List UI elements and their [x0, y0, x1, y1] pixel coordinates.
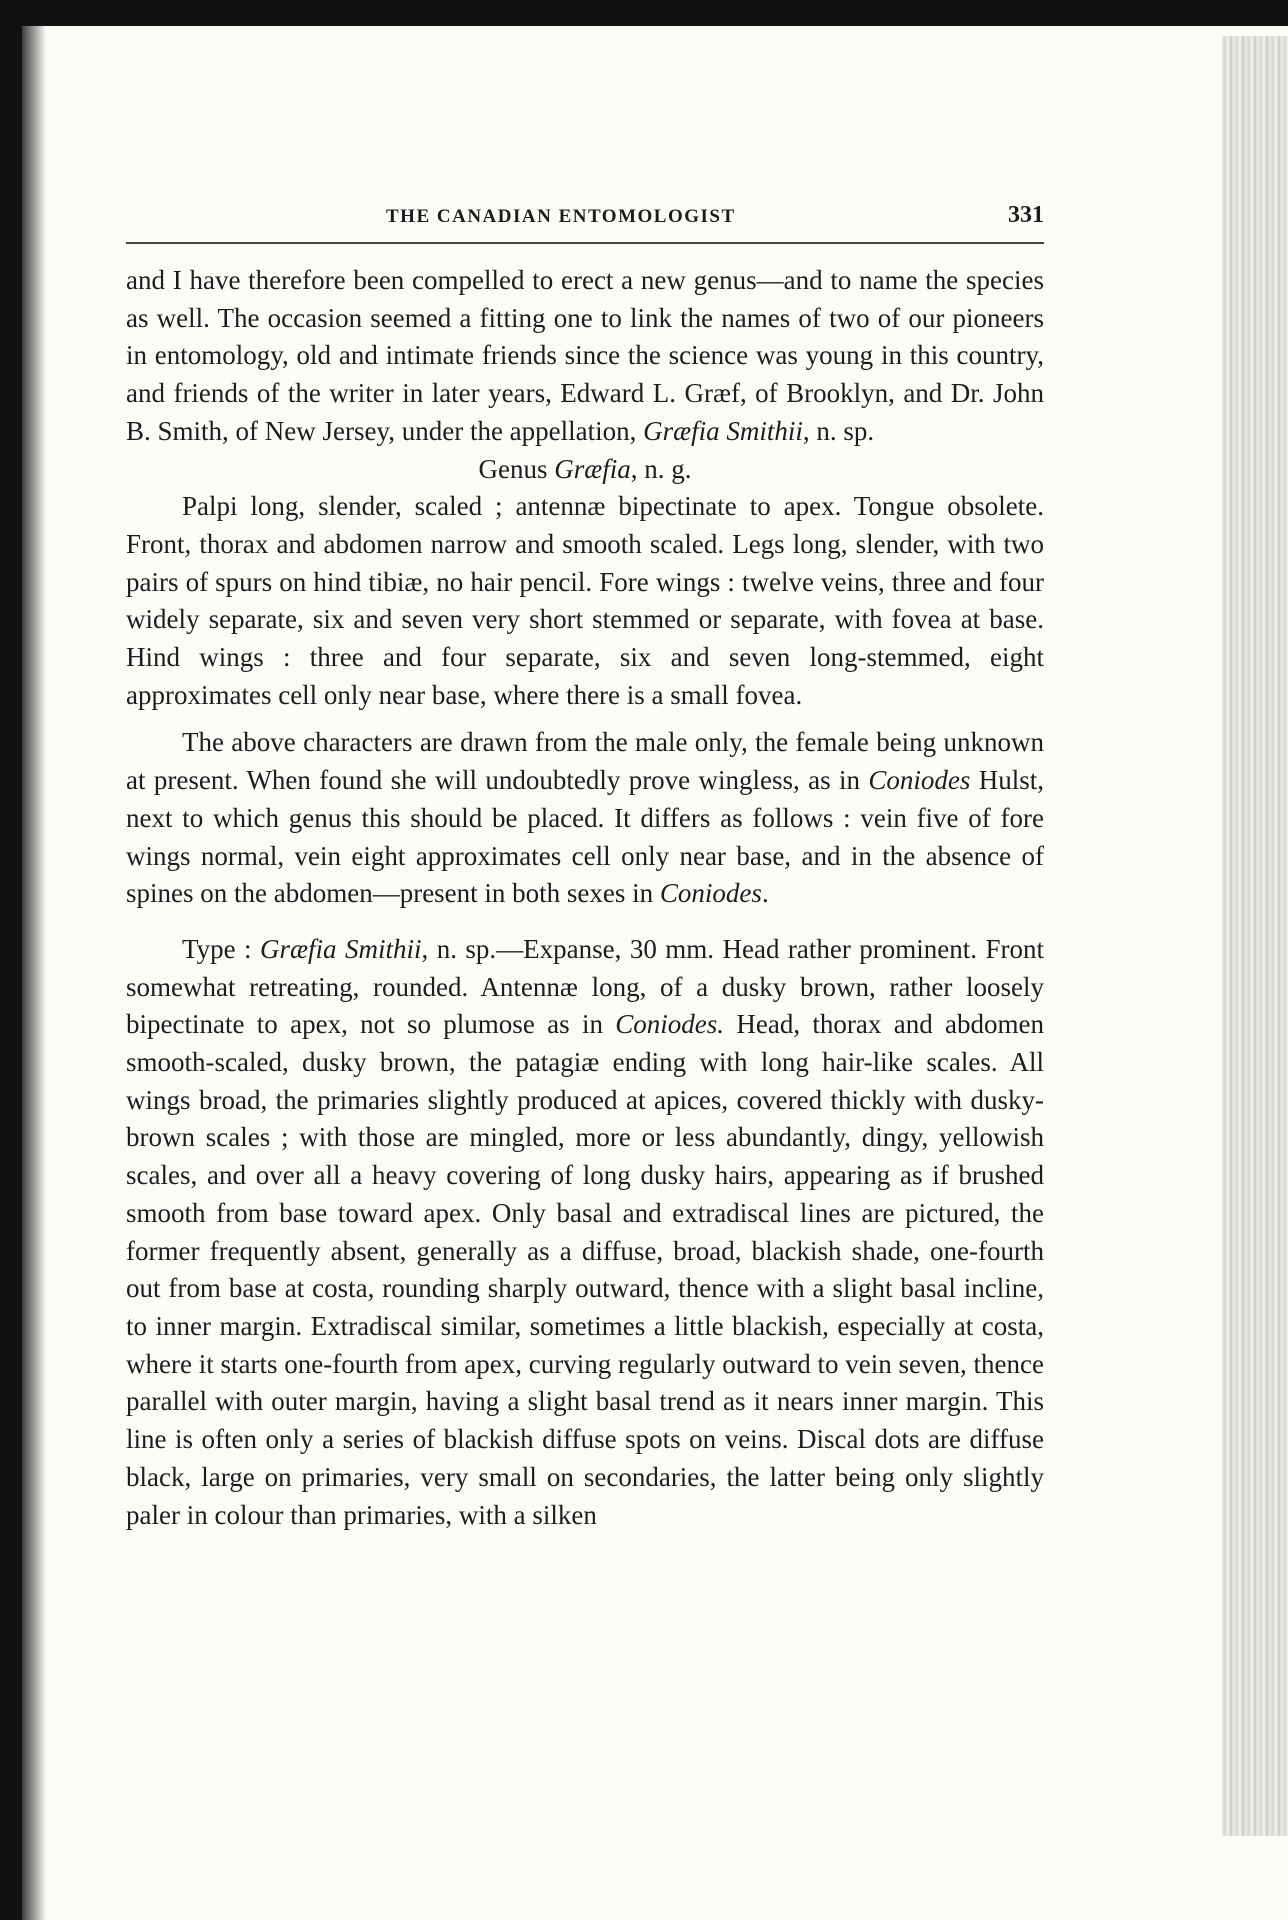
running-header: [126, 190, 1044, 230]
genus-heading: Genus Græfia, n. g.: [478, 453, 692, 484]
species-name: Græfia Smithii: [643, 415, 803, 446]
page-number: 331: [1008, 202, 1044, 228]
running-title: THE CANADIAN ENTOMOLOGIST: [386, 206, 736, 227]
gutter-shadow: [22, 26, 46, 1920]
paragraph-3: The above characters are drawn from the male only, the female being unknown at present. When found she will undoubtedly prove wingless, as in Coniodes Hulst, next to which genus this should be placed. It differs as follows : vein five of fore wings normal, vein eight approximates cell only near base, and in the absence of spines on the abdomen—present in both sexes in Coniodes.: [126, 727, 1045, 909]
body-text: [126, 262, 1044, 1534]
paragraph-1: and I have therefore been compelled to erect a new genus—and to name the species as well. The occasion seemed a fitting one to link the names of two of our pioneers in entomology, old and intimate friends since the science was young in this country, and friends of the writer in later years, Edward L. Græf, of Brooklyn, and Dr. John B. Smith, of New Jersey, under the appellation, Græfia Smithii, n. sp.: [126, 265, 1044, 446]
header-rule: [126, 242, 1044, 244]
genus-reference: Coniodes: [868, 765, 971, 796]
paragraph-4: Type : Græfia Smithii, n. sp.—Expanse, 30 mm. Head rather prominent. Front somewhat retreating, rounded. Antennæ long, of a dusky brown, rather loosely bipectinate to apex, not so plumose as in Coniodes. Head, thorax and abdomen smooth-scaled, dusky brown, the patagiæ ending with long hair-like scales. All wings broad, the primaries slightly produced at apices, covered thickly with dusky-brown scales ; with those are mingled, more or less abundantly, dingy, yellowish scales, and over all a heavy covering of long dusky hairs, appearing as if brushed smooth from base toward apex. Only basal and extradiscal lines are pictured, the former frequently absent, generally as a diffuse, broad, blackish shade, one-fourth out from base at costa, rounding sharply outward, thence with a slight basal incline, to inner margin. Extradiscal similar, sometimes a little blackish, especially at costa, where it starts one-fourth from apex, curving regularly outward to vein seven, thence parallel with outer margin, having a slight basal trend as it nears inner margin. This line is often only a series of blackish diffuse spots on veins. Discal dots are diffuse black, large on primaries, very small on secondaries, the latter being only slightly paler in colour than primaries, with a silken: [126, 933, 1045, 1530]
species-name: Græfia Smithii: [260, 933, 422, 964]
genus-name: Græfia: [554, 453, 631, 484]
genus-reference: Coniodes: [659, 878, 762, 909]
paragraph-2: Palpi long, slender, scaled ; antennæ bipectinate to apex. Tongue obsolete. Front, thorax and abdomen narrow and smooth scaled. Legs long, slender, with two pairs of spurs on hind tibiæ, no hair pencil. Fore wings : twelve veins, three and four widely separate, six and seven very short stemmed or separate, with fovea at base. Hind wings : three and four separate, six and seven long-stemmed, eight approximates cell only near base, where there is a small fovea.: [126, 491, 1044, 710]
genus-reference: Coniodes.: [615, 1009, 725, 1040]
page-edge-stack: [1222, 36, 1288, 1836]
